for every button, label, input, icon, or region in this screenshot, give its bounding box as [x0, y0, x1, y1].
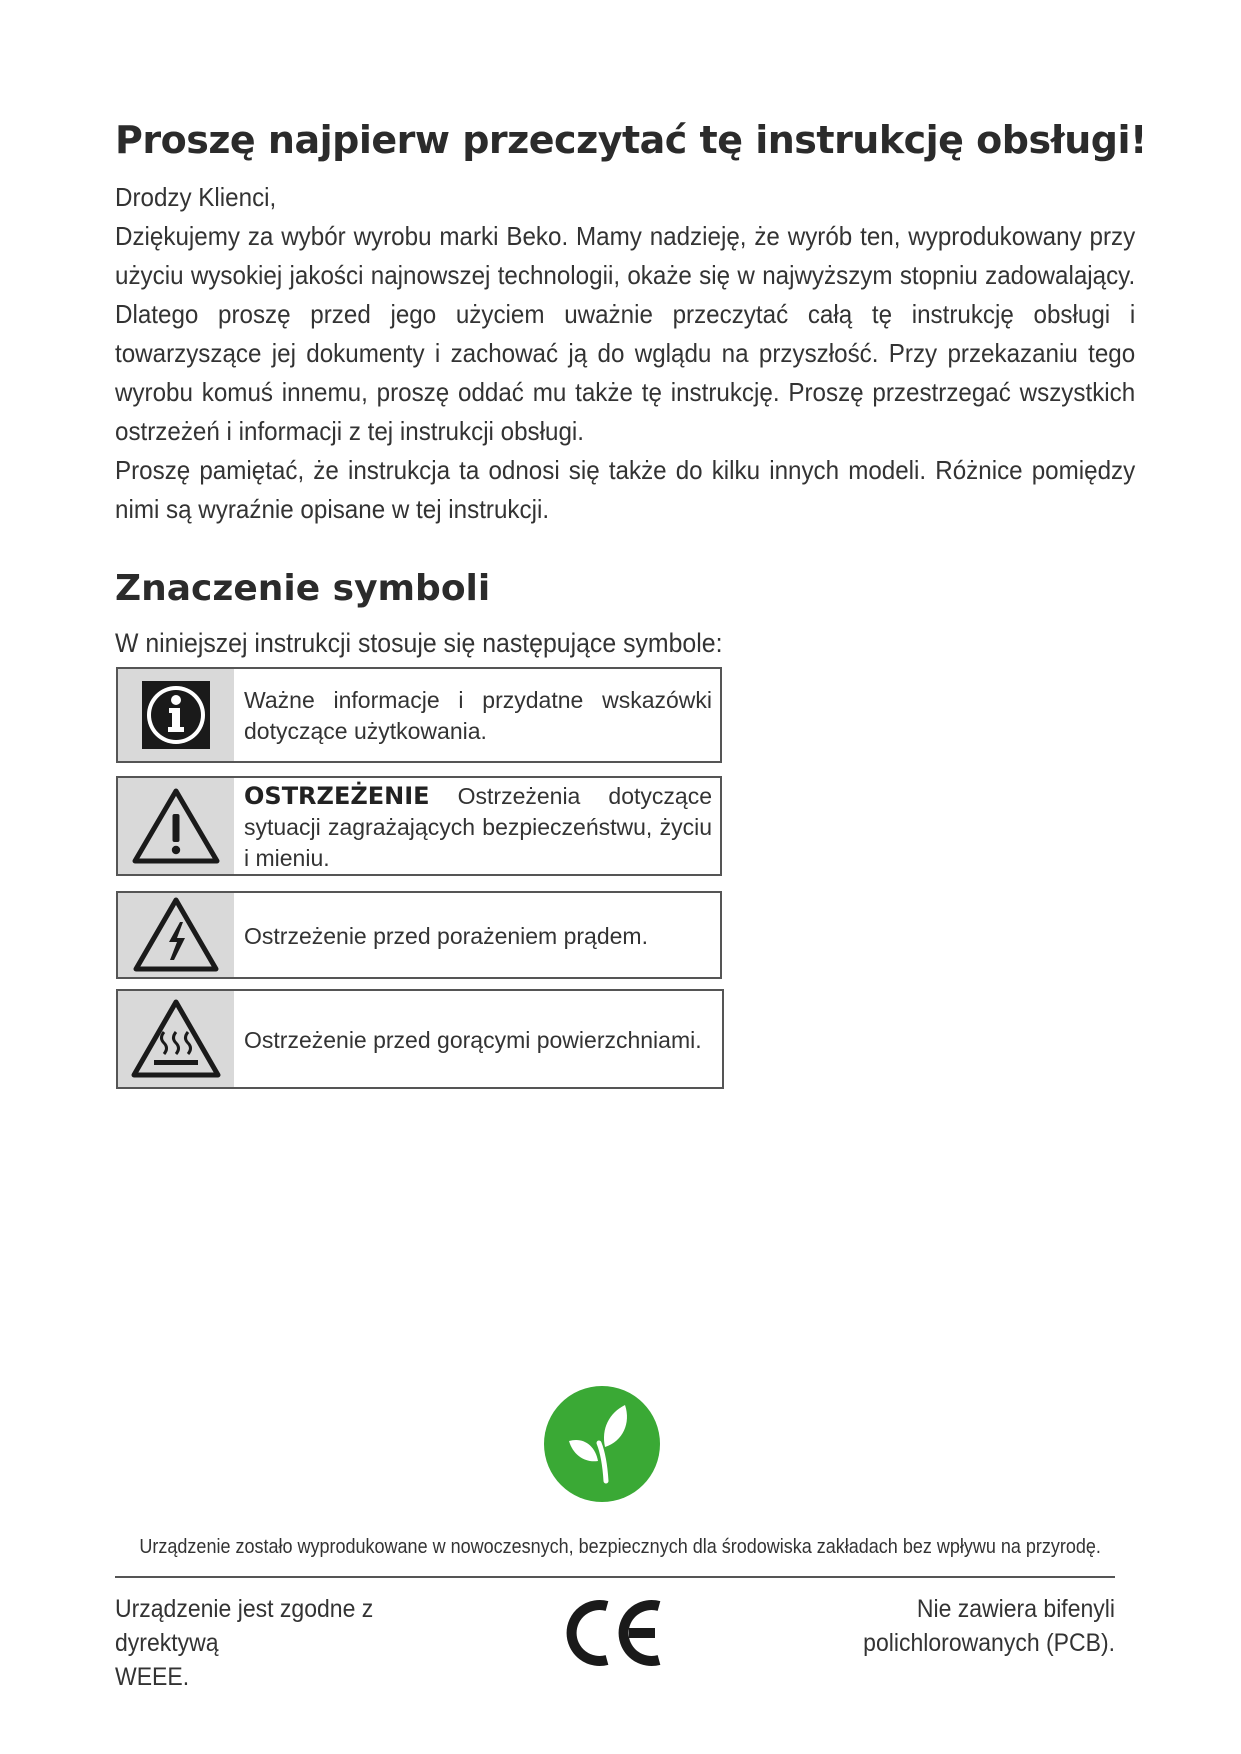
greeting: Drodzy Klienci, — [115, 182, 277, 212]
symbols-heading: Znaczenie symboli — [115, 568, 491, 609]
symbol-description: Ostrzeżenie przed porażeniem prądem. — [244, 922, 648, 949]
symbol-text-cell — [234, 669, 720, 761]
symbols-intro: W niniejszej instrukcji stosuje się następujące symbole: — [115, 628, 723, 658]
info-icon — [140, 679, 212, 751]
weee-line-1: Urządzenie jest zgodne z dyrektywą — [115, 1595, 374, 1657]
symbol-text-cell — [234, 778, 720, 874]
models-note-paragraph: Proszę pamiętać, że instrukcja ta odnosi się także do kilku innych modeli. Różnice pomiędzy nimi są wyraźnie opisane w tej instrukcji. — [115, 455, 1136, 524]
ce-mark-icon — [563, 1596, 667, 1670]
pcb-line-2: polichlorowanych (PCB). — [863, 1629, 1115, 1657]
weee-line-2: WEEE. — [115, 1663, 190, 1691]
icon-cell — [118, 669, 234, 761]
pcb-line-1: Nie zawiera bifenyli — [916, 1595, 1115, 1623]
symbol-description — [244, 781, 712, 874]
symbol-description: Ostrzeżenie przed gorącymi powierzchniami. — [244, 1026, 702, 1053]
eco-statement-text: Urządzenie zostało wyprodukowane w nowoczesnych, bezpiecznych dla środowiska zakładach bez wpływu na przyrodę. — [139, 1536, 1102, 1558]
warning-text: Ostrzeżenia dotyczące sytuacji zagrażających bezpieczeństwu, życiu i mieniu. — [244, 782, 712, 871]
symbol-description: Ważne informacje i przydatne wskazówki dotyczące użytkowania. — [244, 687, 712, 744]
weee-compliance — [115, 1592, 483, 1694]
warning-icon — [131, 786, 221, 866]
icon-cell — [118, 893, 234, 977]
intro-paragraph: Dziękujemy za wybór wyrobu marki Beko. Mamy nadzieję, że wyrób ten, wyprodukowany przy użyciu wysokiej jakości najnowszej technologii, okaże się w najwyższym stopniu zadowalający. Dlatego proszę przed jego użyciem uważnie przeczytać całą tę instrukcję obsługi i towarzyszące jej dokumenty i zachować ją do wglądu na przyszłość. Przy przekazaniu tego wyrobu komuś innemu, proszę oddać mu także tę instrukcję. Proszę przestrzegać wszystkich ostrzeżeń i informacji z tej instrukcji obsługi. — [115, 221, 1136, 446]
intro-section — [115, 178, 1135, 529]
warning-label: OSTRZEŻENIE — [244, 781, 430, 810]
hot-surface-icon — [130, 998, 222, 1080]
footer-divider — [115, 1576, 1115, 1578]
symbol-box-info — [116, 667, 722, 763]
icon-cell — [118, 778, 234, 874]
symbol-box-electric — [116, 891, 722, 979]
icon-cell — [118, 991, 234, 1087]
pcb-statement — [821, 1592, 1115, 1660]
symbol-box-warning — [116, 776, 722, 876]
symbol-box-hot-surface — [116, 989, 724, 1089]
eco-statement — [0, 1536, 1241, 1559]
leaf-icon — [543, 1385, 661, 1503]
electric-shock-icon — [132, 896, 220, 974]
symbol-text-cell — [234, 991, 722, 1087]
symbol-text-cell — [234, 893, 720, 977]
page-title: Proszę najpierw przeczytać tę instrukcję obsługi! — [115, 118, 1147, 162]
